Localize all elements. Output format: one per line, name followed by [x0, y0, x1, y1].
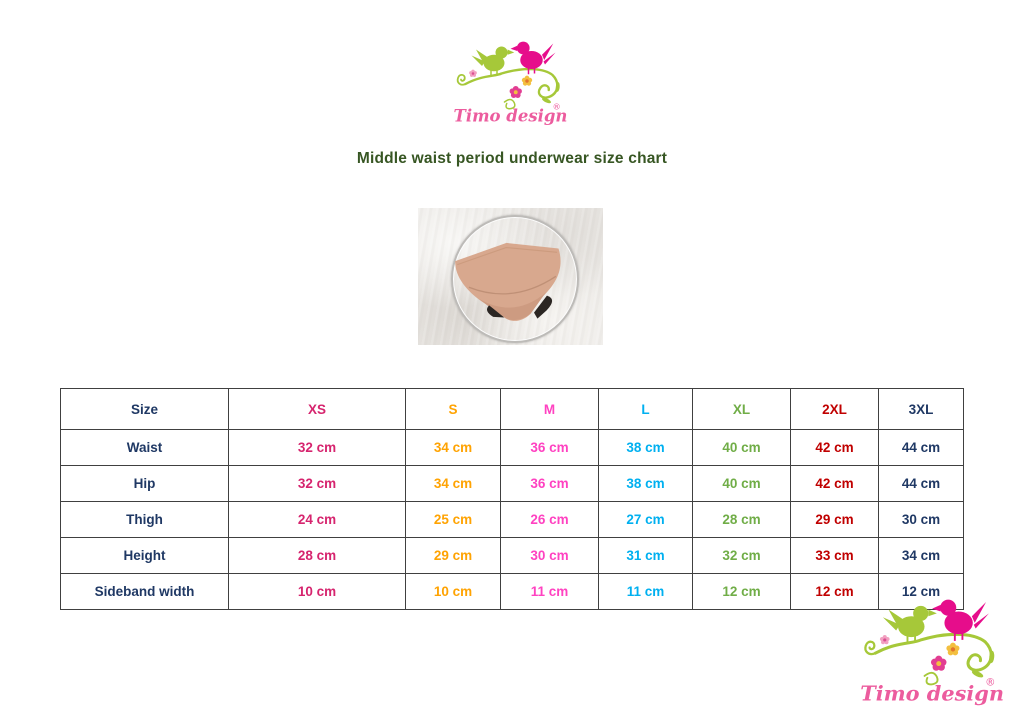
cell: 29 cm	[406, 538, 501, 574]
row-label: Thigh	[61, 502, 229, 538]
cell: 34 cm	[406, 430, 501, 466]
header-2xl: 2XL	[791, 389, 879, 430]
cell: 44 cm	[879, 466, 964, 502]
header-m: M	[501, 389, 599, 430]
cell: 30 cm	[879, 502, 964, 538]
cell: 12 cm	[791, 574, 879, 610]
timo-design-logo-top	[452, 30, 572, 129]
cell: 30 cm	[501, 538, 599, 574]
cell: 32 cm	[229, 466, 406, 502]
row-label: Sideband width	[61, 574, 229, 610]
cell: 33 cm	[791, 538, 879, 574]
cell: 29 cm	[791, 502, 879, 538]
cell: 11 cm	[501, 574, 599, 610]
table-row-thigh	[61, 502, 964, 538]
cell: 12 cm	[693, 574, 791, 610]
table-row-height	[61, 538, 964, 574]
header-3xl: 3XL	[879, 389, 964, 430]
row-label: Hip	[61, 466, 229, 502]
table-row-hip	[61, 466, 964, 502]
timo-design-logo-bottom	[858, 585, 1010, 710]
cell: 11 cm	[599, 574, 693, 610]
row-label: Height	[61, 538, 229, 574]
cell: 28 cm	[693, 502, 791, 538]
cell: 24 cm	[229, 502, 406, 538]
header-size: Size	[61, 389, 229, 430]
cell: 32 cm	[229, 430, 406, 466]
cell: 38 cm	[599, 466, 693, 502]
cell: 12 cm	[879, 574, 964, 610]
cell: 42 cm	[791, 466, 879, 502]
table-row-sideband-width	[61, 574, 964, 610]
header-xl: XL	[693, 389, 791, 430]
product-photo	[418, 208, 603, 345]
header-s: S	[406, 389, 501, 430]
cell: 40 cm	[693, 430, 791, 466]
cell: 27 cm	[599, 502, 693, 538]
cell: 36 cm	[501, 466, 599, 502]
underwear-image	[418, 208, 603, 345]
cell: 36 cm	[501, 430, 599, 466]
cell: 25 cm	[406, 502, 501, 538]
header-xs: XS	[229, 389, 406, 430]
size-chart-table	[60, 388, 964, 610]
cell: 34 cm	[879, 538, 964, 574]
page-title: Middle waist period underwear size chart	[356, 150, 668, 167]
cell: 10 cm	[406, 574, 501, 610]
cell: 38 cm	[599, 430, 693, 466]
cell: 26 cm	[501, 502, 599, 538]
cell: 31 cm	[599, 538, 693, 574]
cell: 34 cm	[406, 466, 501, 502]
cell: 28 cm	[229, 538, 406, 574]
table-row-waist	[61, 430, 964, 466]
cell: 32 cm	[693, 538, 791, 574]
table-header-row	[61, 389, 964, 430]
cell: 42 cm	[791, 430, 879, 466]
cell: 44 cm	[879, 430, 964, 466]
cell: 40 cm	[693, 466, 791, 502]
header-l: L	[599, 389, 693, 430]
cell: 10 cm	[229, 574, 406, 610]
row-label: Waist	[61, 430, 229, 466]
